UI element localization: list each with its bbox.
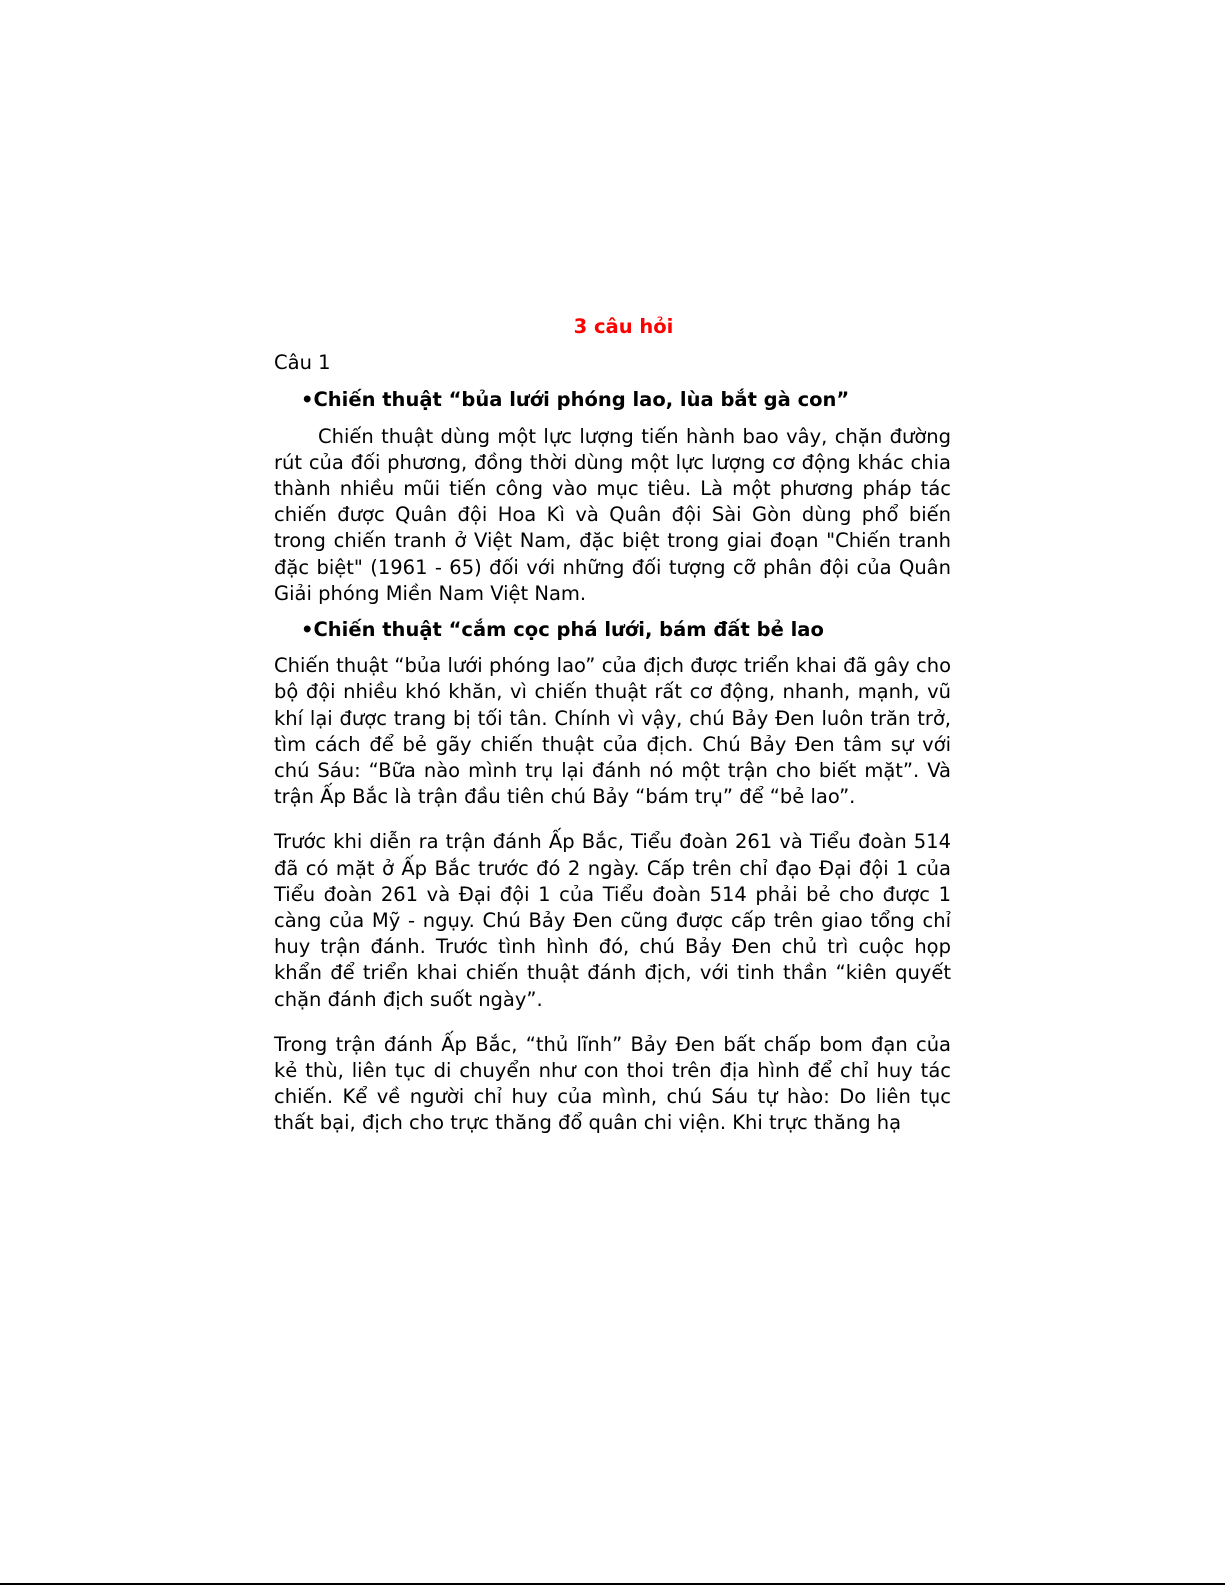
document-page xyxy=(274,314,951,1147)
paragraph-1: Chiến thuật dùng một lực lượng tiến hành bao vây, chặn đường rút của đối phương, đồng thời dùng một lực lượng cơ động khác chia thành nhiều mũi tiến công vào mục tiêu. Là một phương pháp tác chiến được Quân đội Hoa Kì và Quân đội Sài Gòn dùng phổ biến trong chiến tranh ở Việt Nam, đặc biệt trong giai đoạn "Chiến tranh đặc biệt" (1961 - 65) đối với những đối tượng cỡ phân đội của Quân Giải phóng Miền Nam Việt Nam. xyxy=(274,424,951,605)
question-label: Câu 1 xyxy=(274,351,331,375)
section-heading-1: •Chiến thuật “bủa lưới phóng lao, lùa bắt gà con” xyxy=(301,388,850,412)
paragraph-2: Chiến thuật “bủa lưới phóng lao” của địch được triển khai đã gây cho bộ đội nhiều khó khăn, vì chiến thuật rất cơ động, nhanh, mạnh, vũ khí lại được trang bị tối tân. Chính vì vậy, chú Bảy Đen luôn trăn trở, tìm cách để bẻ gãy chiến thuật của địch. Chú Bảy Đen tâm sự với chú Sáu: “Bữa nào mình trụ lại đánh nó một trận cho biết mặt”. Và trận Ấp Bắc là trận đầu tiên chú Bảy “bám trụ” để “bẻ lao”. xyxy=(274,654,951,809)
document-title: 3 câu hỏi xyxy=(573,315,674,338)
paragraph-3: Trước khi diễn ra trận đánh Ấp Bắc, Tiểu đoàn 261 và Tiểu đoàn 514 đã có mặt ở Ấp Bắc trước đó 2 ngày. Cấp trên chỉ đạo Đại đội 1 của Tiểu đoàn 261 và Đại đội 1 của Tiểu đoàn 514 phải bẻ cho được 1 càng của Mỹ - ngụy. Chú Bảy Đen cũng được cấp trên giao tổng chỉ huy trận đánh. Trước tình hình đó, chú Bảy Đen chủ trì cuộc họp khẩn để triển khai chiến thuật đánh địch, với tinh thần “kiên quyết chặn đánh địch suốt ngày”. xyxy=(274,830,951,1011)
section-heading-2: •Chiến thuật “cắm cọc phá lưới, bám đất bẻ lao xyxy=(301,618,824,642)
paragraph-4: Trong trận đánh Ấp Bắc, “thủ lĩnh” Bảy Đen bất chấp bom đạn của kẻ thù, liên tục di chuyển như con thoi trên địa hình để chỉ huy tác chiến. Kể về người chỉ huy của mình, chú Sáu tự hào: Do liên tục thất bại, địch cho trực thăng đổ quân chi viện. Khi trực thăng hạ xyxy=(274,1032,951,1135)
